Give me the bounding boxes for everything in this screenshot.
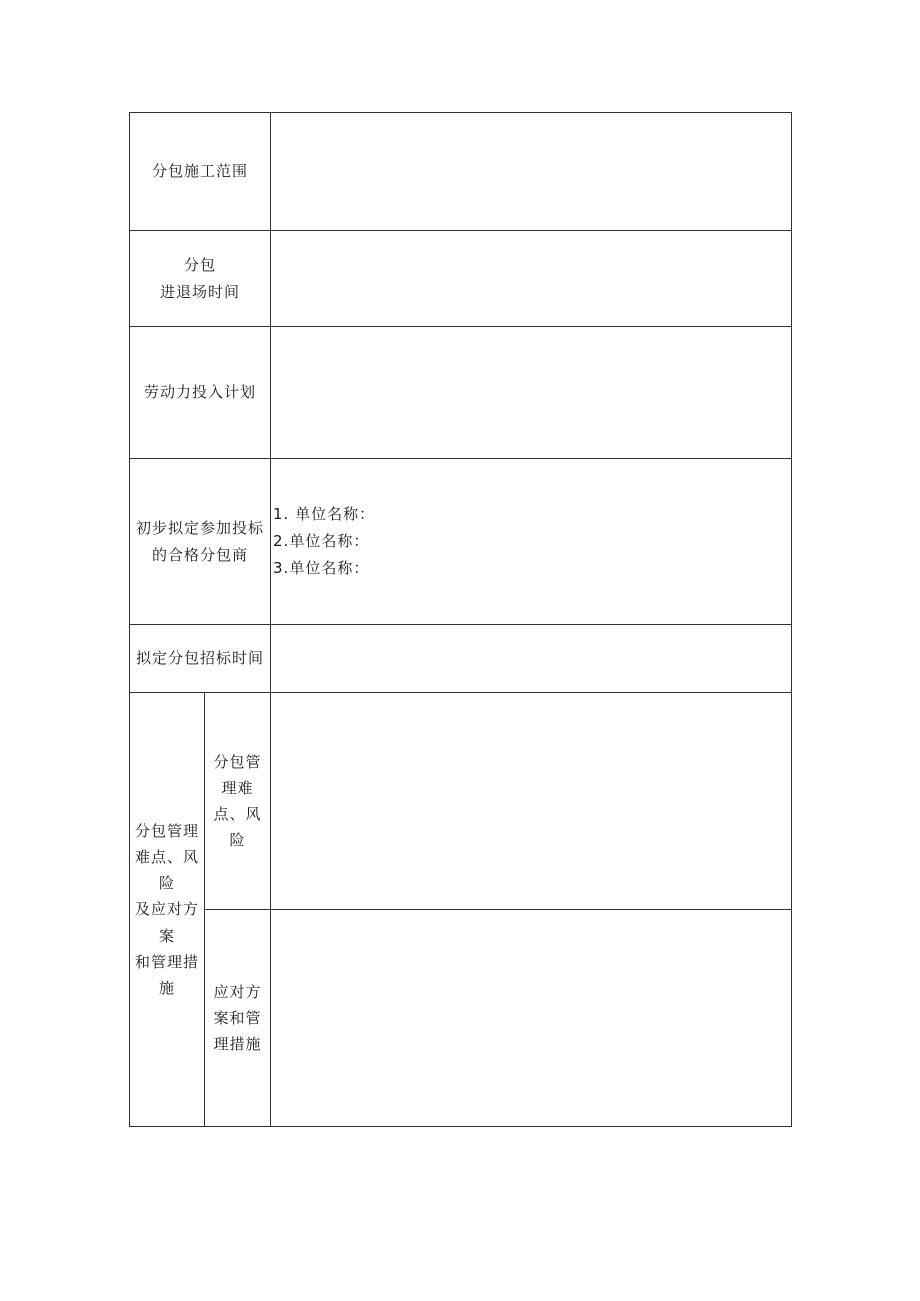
risk-value-cell[interactable] [271, 693, 792, 910]
risk-label: 分包管理难点、风险 [205, 693, 271, 910]
vendors-list-cell[interactable] [271, 459, 792, 625]
labor-label: 劳动力投入计划 [130, 327, 271, 459]
vendor-item: 3.单位名称： [273, 559, 370, 577]
management-measures-row [130, 910, 792, 1127]
schedule-row [130, 231, 792, 327]
scope-row [130, 113, 792, 231]
labor-row [130, 327, 792, 459]
vendors-label: 初步拟定参加投标 的合格分包商 [130, 459, 271, 625]
scope-value-cell[interactable] [271, 113, 792, 231]
management-group-label: 分包管理难点、风险 及应对方案 和管理措施 [130, 693, 205, 1127]
vendor-item: 2.单位名称： [273, 532, 370, 550]
measures-value-cell[interactable] [271, 910, 792, 1127]
scope-label: 分包施工范围 [130, 113, 271, 231]
management-risk-row [130, 693, 792, 910]
schedule-label: 分包 进退场时间 [130, 231, 271, 327]
vendor-item: 1. 单位名称： [273, 505, 376, 523]
bid-time-label: 拟定分包招标时间 [130, 625, 271, 693]
subcontract-plan-form [129, 112, 792, 1127]
schedule-value-cell[interactable] [271, 231, 792, 327]
bid-time-value-cell[interactable] [271, 625, 792, 693]
measures-label: 应对方案和管理措施 [205, 910, 271, 1127]
labor-value-cell[interactable] [271, 327, 792, 459]
vendors-row [130, 459, 792, 625]
bid-time-row [130, 625, 792, 693]
